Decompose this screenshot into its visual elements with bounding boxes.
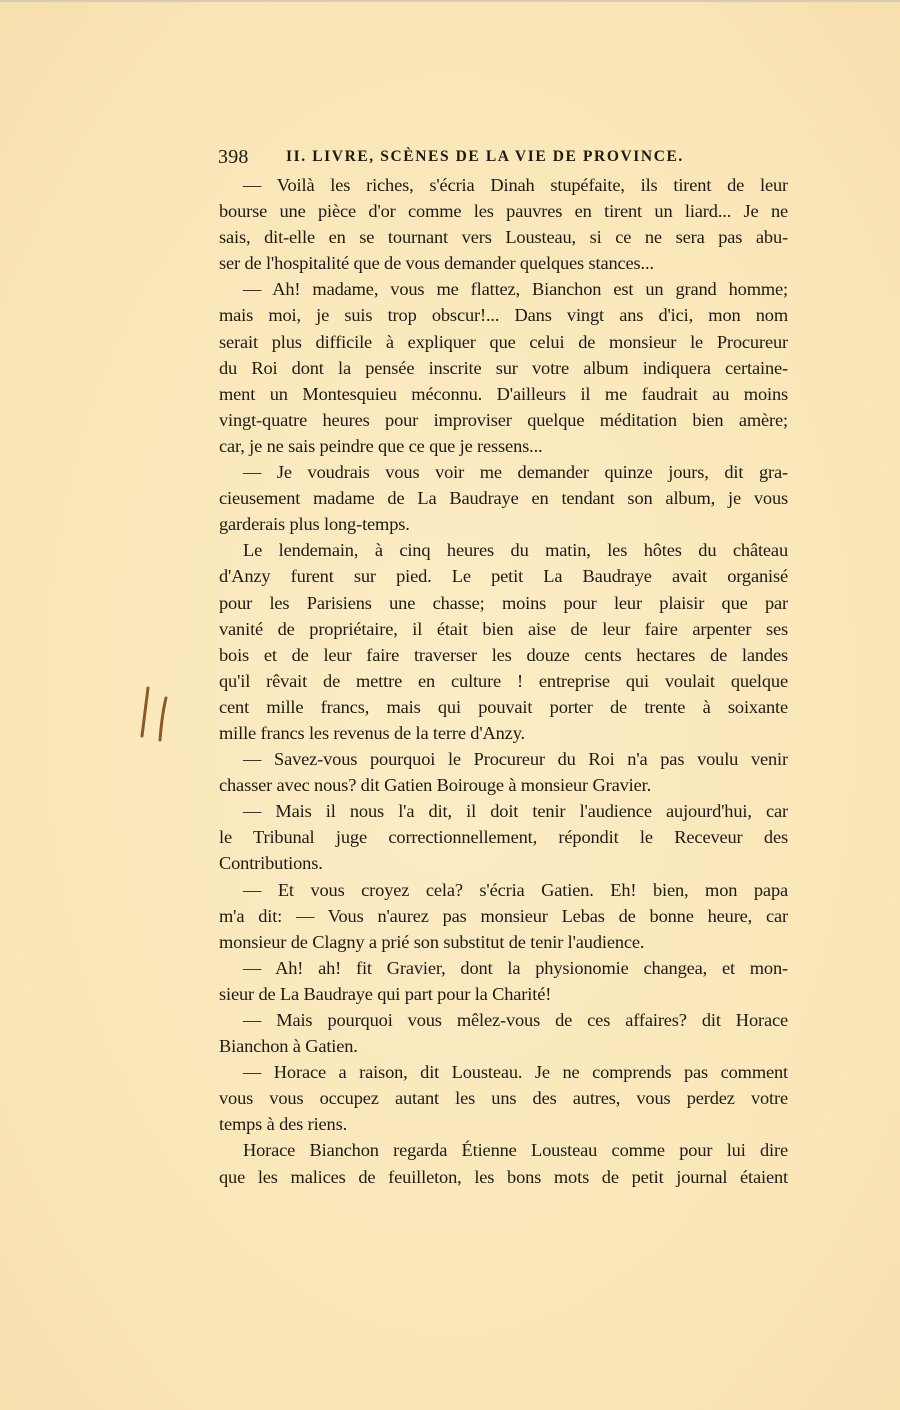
text-line: Horace Bianchon regarda Étienne Lousteau comme pour lui dire [243, 1140, 788, 1161]
text-line: bourse une pièce d'or comme les pauvres en tirent un liard... Je ne [219, 201, 788, 222]
text-line: — Mais pourquoi vous mêlez-vous de ces affaires? dit Horace [243, 1010, 788, 1030]
text-line: — Voilà les riches, s'écria Dinah stupéfaite, ils tirent de leur [243, 175, 788, 195]
text-line: — Savez-vous pourquoi le Procureur du Roi n'a pas voulu venir [243, 749, 788, 770]
text-line: vingt-quatre heures pour improviser quelque méditation bien amère; [219, 409, 788, 430]
handwritten-margin-mark-icon [138, 684, 178, 742]
text-line: serait plus difficile à expliquer que celui de monsieur le Procureur [219, 331, 788, 352]
text-line: que les malices de feuilleton, les bons mots de petit journal étaient [219, 1166, 788, 1187]
page-edge [0, 0, 900, 2]
text-line: mais moi, je suis trop obscur!... Dans vingt ans d'ici, mon nom [219, 305, 788, 326]
text-line: qu'il rêvait de mettre en culture ! entreprise qui voulait quelque [219, 670, 788, 691]
text-line: vanité de propriétaire, il était bien aise de leur faire arpenter ses [219, 618, 788, 639]
running-header [218, 146, 798, 170]
text-line: sieur de La Baudraye qui part pour la Charité! [219, 983, 552, 1004]
text-line: le Tribunal juge correctionnellement, répondit le Receveur des [219, 827, 788, 848]
text-line: car, je ne sais peindre que ce que je ressens... [219, 435, 543, 456]
text-line: ment un Montesquieu méconnu. D'ailleurs il me faudrait au moins [219, 383, 788, 404]
page-number: 398 [218, 146, 249, 168]
text-line: cent mille francs, mais qui pouvait porter de trente à soixante [219, 696, 788, 717]
text-line: d'Anzy furent sur pied. Le petit La Baudraye avait organisé [219, 566, 788, 587]
text-line: garderais plus long-temps. [219, 514, 410, 535]
text-line: — Horace a raison, dit Lousteau. Je ne comprends pas comment [243, 1062, 788, 1083]
text-line: — Ah! ah! fit Gravier, dont la physionomie changea, et mon- [243, 957, 788, 978]
text-line: monsieur de Clagny a prié son substitut de tenir l'audience. [219, 931, 645, 952]
text-line: ser de l'hospitalité que de vous demander quelques stances... [219, 253, 654, 274]
text-line: chasser avec nous? dit Gatien Boirouge à monsieur Gravier. [219, 775, 652, 796]
body-text [219, 172, 788, 1190]
text-line: — Et vous croyez cela? s'écria Gatien. Eh! bien, mon papa [243, 879, 788, 900]
text-line: pour les Parisiens une chasse; moins pour leur plaisir que par [219, 592, 788, 613]
running-title: II. LIVRE, SCÈNES DE LA VIE DE PROVINCE. [286, 148, 684, 165]
text-line: — Mais il nous l'a dit, il doit tenir l'audience aujourd'hui, car [243, 801, 788, 822]
text-line: cieusement madame de La Baudraye en tendant son album, je vous [219, 488, 788, 509]
text-line: m'a dit: — Vous n'aurez pas monsieur Lebas de bonne heure, car [219, 905, 788, 926]
text-line: Bianchon à Gatien. [219, 1036, 358, 1057]
text-line: — Ah! madame, vous me flattez, Bianchon est un grand homme; [243, 279, 788, 300]
text-line: du Roi dont la pensée inscrite sur votre album indiquera certaine- [219, 357, 788, 378]
text-line: mille francs les revenus de la terre d'Anzy. [219, 722, 525, 743]
text-line: temps à des riens. [219, 1114, 348, 1135]
text-line: vous vous occupez autant les uns des autres, vous perdez votre [219, 1088, 788, 1109]
text-line: — Je voudrais vous voir me demander quinze jours, dit gra- [243, 462, 788, 483]
text-line: Contributions. [219, 853, 323, 874]
text-line: Le lendemain, à cinq heures du matin, les hôtes du château [243, 540, 788, 561]
text-line: bois et de leur faire traverser les douze cents hectares de landes [219, 644, 788, 665]
text-line: sais, dit-elle en se tournant vers Lousteau, si ce ne sera pas abu- [219, 227, 788, 248]
